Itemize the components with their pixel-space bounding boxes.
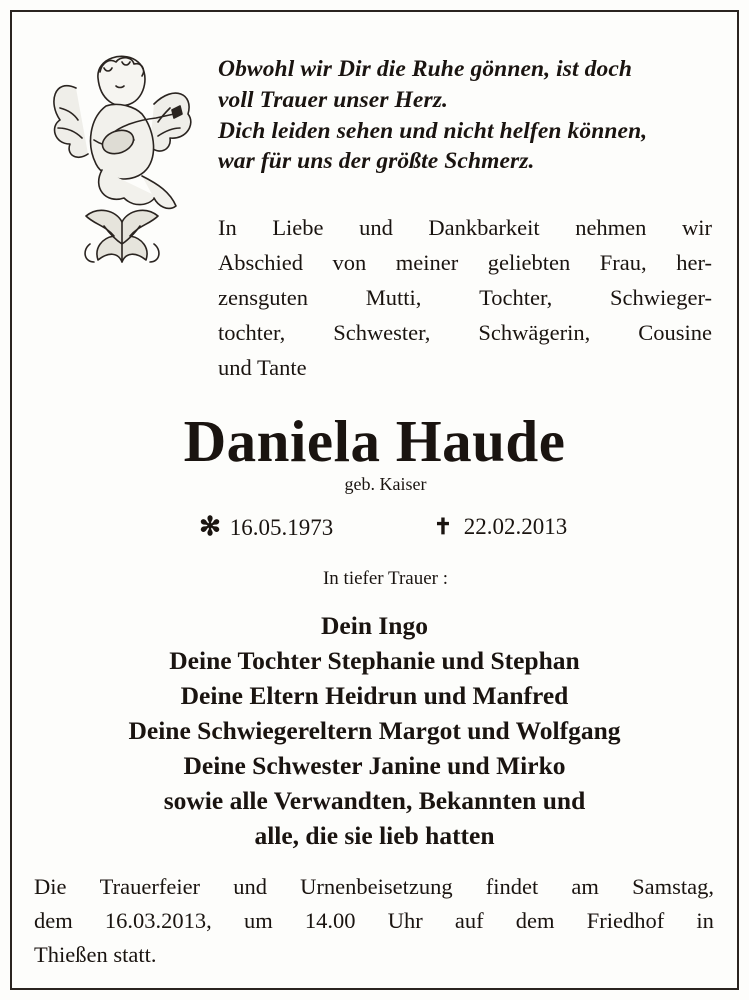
mourner-line: Deine Schwiegereltern Margot und Wolfgang (128, 716, 621, 745)
cherub-with-lute-icon (46, 48, 196, 278)
intro-word: Schwester, (333, 320, 431, 345)
notice-word: auf (454, 908, 484, 933)
intro-word: tochter, (218, 320, 286, 345)
notice-word: Samstag, (632, 874, 714, 899)
notice-line (34, 870, 714, 904)
intro-word: meiner (395, 250, 459, 275)
mourner-line: Deine Tochter Stephanie und Stephan (169, 646, 580, 675)
intro-line: und Tante (218, 355, 307, 380)
intro-line (218, 315, 712, 350)
mourner-line: sowie alle Verwandten, Bekannten und (163, 786, 586, 815)
notice-word: 14.00 (304, 908, 356, 933)
intro-word: Dankbarkeit (428, 215, 540, 240)
poem-line: Dich leiden sehen und nicht helfen können, (218, 117, 648, 144)
intro-word: wir (681, 215, 712, 240)
notice-word: Trauerfeier (99, 874, 201, 899)
notice-word: Urnenbeisetzung (300, 874, 453, 899)
notice-line: Thießen statt. (34, 942, 157, 967)
mourner-line: Deine Eltern Heidrun und Manfred (180, 681, 569, 710)
intro-word: Schwägerin, (478, 320, 591, 345)
notice-word: Friedhof (586, 908, 665, 933)
intro-word: zensguten (218, 285, 308, 310)
intro-word: In (218, 215, 237, 240)
funeral-notice (34, 870, 714, 972)
birth-date-value: 16.05.1973 (229, 515, 334, 540)
notice-word: Uhr (387, 908, 423, 933)
mourner-line: Deine Schwester Janine und Mirko (183, 751, 566, 780)
notice-word: findet (485, 874, 539, 899)
poem (218, 54, 728, 177)
intro-word: Cousine (638, 320, 712, 345)
notice-word: und (233, 874, 267, 899)
death-date-value: 22.02.2013 (463, 514, 568, 539)
intro-word: Abschied (218, 250, 303, 275)
birth-name: geb. Kaiser (344, 474, 427, 494)
mourner-line: Dein Ingo (321, 611, 428, 640)
notice-word: um (243, 908, 273, 933)
intro-word: Frau, (599, 250, 647, 275)
notice-line (34, 904, 714, 938)
notice-word: dem (34, 908, 73, 933)
intro-word: her- (676, 250, 712, 275)
poem-line: war für uns der größte Schmerz. (218, 148, 535, 175)
intro-word: Tochter, (479, 285, 553, 310)
intro-word: Mutti, (365, 285, 422, 310)
intro-text (218, 210, 712, 385)
notice-word: dem (515, 908, 555, 933)
deceased-name: Daniela Haude (183, 408, 566, 474)
life-dates (196, 510, 606, 544)
notice-word: am (571, 874, 599, 899)
poem-line: voll Trauer unser Herz. (218, 86, 448, 113)
intro-word: nehmen (575, 215, 647, 240)
mourning-heading: In tiefer Trauer : (322, 568, 449, 589)
notice-word: in (696, 908, 714, 933)
intro-line (218, 245, 712, 280)
notice-word: 16.03.2013, (104, 908, 212, 933)
mourners-list (0, 608, 749, 853)
intro-word: und (359, 215, 393, 240)
poem-line: Obwohl wir Dir die Ruhe gönnen, ist doch (218, 56, 633, 82)
intro-line (218, 210, 712, 245)
intro-word: Liebe (272, 215, 324, 240)
intro-word: Schwieger- (609, 285, 712, 310)
notice-word: Die (34, 874, 67, 899)
birth-date (196, 510, 333, 545)
cross-icon: ✝ (433, 514, 453, 539)
intro-word: von (332, 250, 367, 275)
death-date (428, 510, 567, 544)
star-icon: ✻ (199, 512, 221, 541)
intro-word: geliebten (487, 250, 571, 275)
intro-line (218, 280, 712, 315)
mourner-line: alle, die sie lieb hatten (254, 821, 495, 850)
